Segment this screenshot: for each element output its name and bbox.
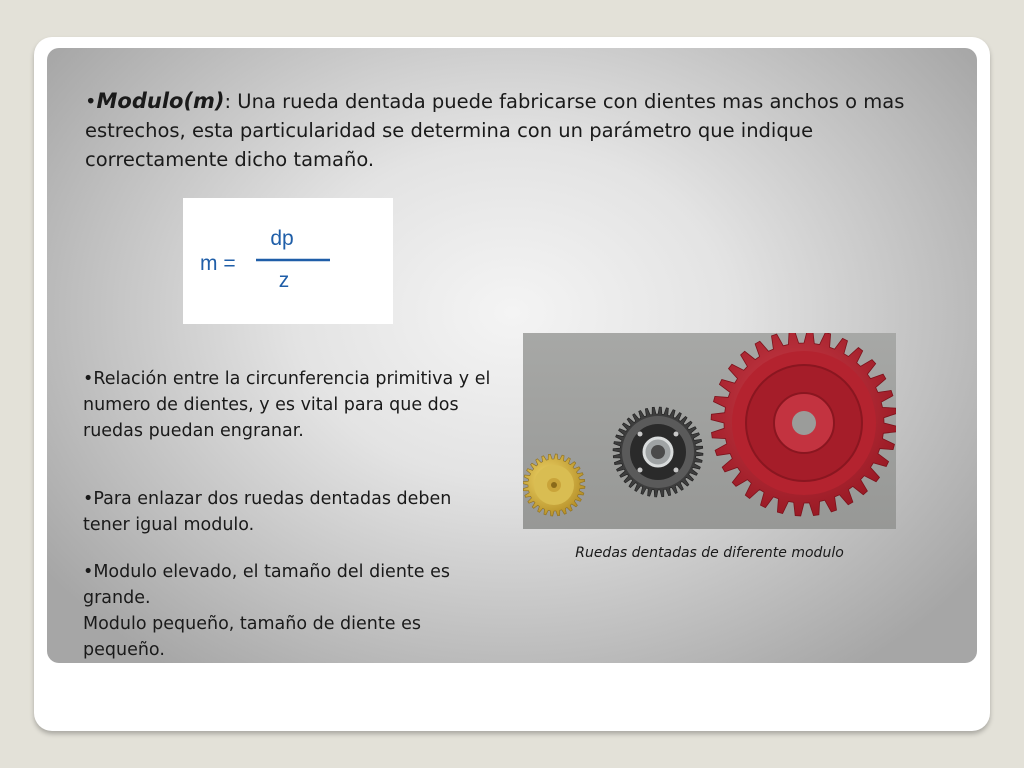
modulo-size-line-1: •Modulo elevado, el tamaño del diente es grande. — [83, 562, 450, 608]
paragraph-equal-modulo: •Para enlazar dos ruedas dentadas deben tener igual modulo. — [83, 489, 452, 535]
formula-image — [183, 198, 393, 324]
colon: : — [224, 90, 232, 113]
gear-large-red-icon — [711, 333, 896, 516]
modulo-size-line-2: Modulo pequeño, tamaño de diente es pequeño. — [83, 614, 421, 660]
gears-photo — [523, 333, 896, 529]
gear-medium-steel-icon — [613, 407, 703, 497]
formula-numerator: dp — [270, 227, 294, 250]
gears-photo-svg — [523, 333, 896, 529]
formula-denominator: z — [278, 269, 290, 292]
formula-svg — [183, 198, 393, 324]
paragraph-modulo-size — [83, 559, 503, 663]
photo-caption: Ruedas dentadas de diferente modulo — [575, 545, 844, 561]
paragraph-modulo-definition — [85, 87, 915, 174]
definition-text: Una rueda dentada puede fabricarse con dientes mas anchos o mas estrechos, esta particularidad se determina con un parámetro que indique correctamente dicho tamaño. — [85, 90, 905, 171]
formula-lhs: m = — [200, 252, 236, 275]
gear-small-brass-icon — [523, 454, 585, 516]
bullet: • — [85, 90, 97, 113]
paragraph-relation: •Relación entre la circunferencia primitiva y el numero de dientes, y es vital para que dos ruedas puedan engranar. — [83, 369, 491, 441]
term-modulo: Modulo(m) — [96, 89, 225, 113]
